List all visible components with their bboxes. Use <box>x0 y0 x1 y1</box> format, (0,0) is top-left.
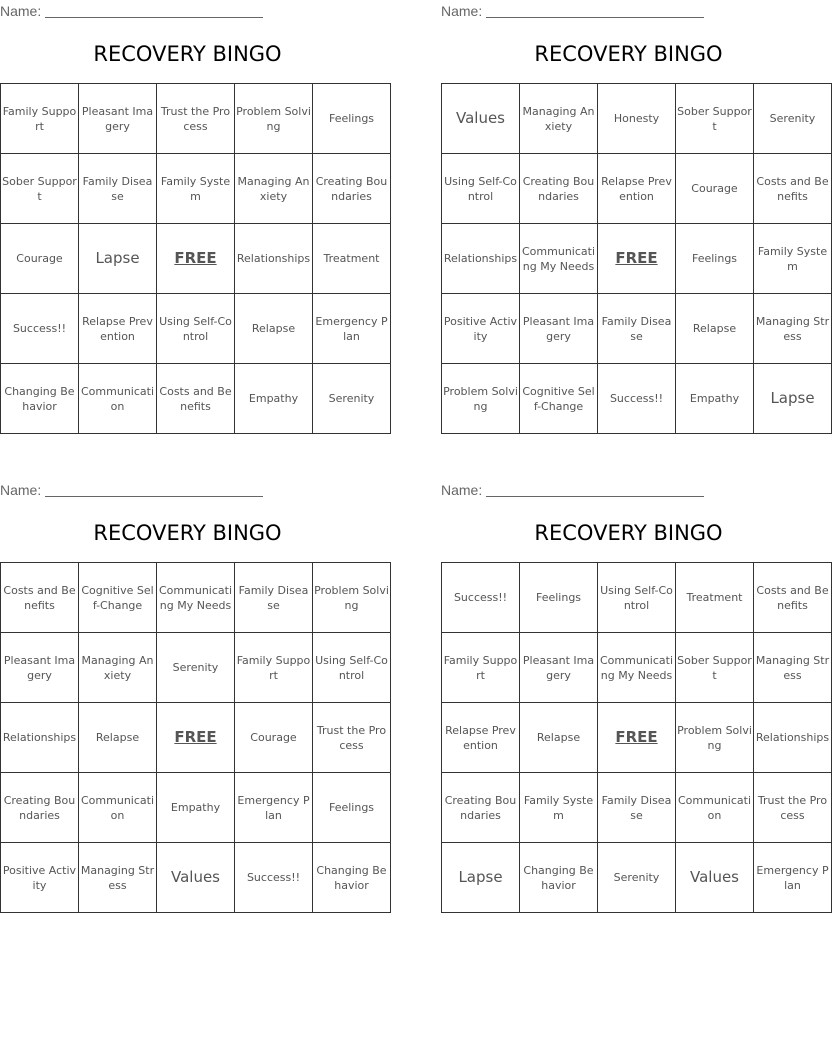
bingo-cell[interactable]: Feelings <box>676 224 754 294</box>
bingo-cell[interactable]: Values <box>676 843 754 913</box>
bingo-cell[interactable]: Creating Boundaries <box>1 773 79 843</box>
bingo-card-4 <box>441 479 830 892</box>
bingo-cell[interactable]: Treatment <box>313 224 391 294</box>
bingo-cell[interactable]: Relapse Prevention <box>79 294 157 364</box>
free-space-cell[interactable]: FREE <box>157 224 235 294</box>
bingo-cell[interactable]: Sober Support <box>676 84 754 154</box>
bingo-cell[interactable]: Sober Support <box>676 633 754 703</box>
bingo-cell[interactable]: Creating Boundaries <box>520 154 598 224</box>
card-title: RECOVERY BINGO <box>93 42 282 66</box>
bingo-cell[interactable]: Sober Support <box>1 154 79 224</box>
bingo-cell[interactable]: Family System <box>520 773 598 843</box>
bingo-row <box>442 773 832 843</box>
bingo-cell[interactable]: Success!! <box>1 294 79 364</box>
bingo-cell[interactable]: Empathy <box>157 773 235 843</box>
bingo-row <box>1 364 391 434</box>
bingo-cell[interactable]: Emergency Plan <box>313 294 391 364</box>
bingo-cell[interactable]: Lapse <box>79 224 157 294</box>
name-blank-line[interactable] <box>45 16 263 18</box>
bingo-cell[interactable]: Positive Activity <box>442 294 520 364</box>
bingo-cell[interactable]: Relationships <box>235 224 313 294</box>
bingo-cell[interactable]: Pleasant Imagery <box>520 633 598 703</box>
bingo-row <box>442 563 832 633</box>
bingo-cell[interactable]: Communicating My Needs <box>520 224 598 294</box>
bingo-grid <box>0 83 391 434</box>
bingo-cell[interactable]: Using Self-Control <box>598 563 676 633</box>
name-label: Name: <box>0 3 42 19</box>
bingo-row <box>442 84 832 154</box>
bingo-cell[interactable]: Problem Solving <box>313 563 391 633</box>
name-field <box>0 479 375 501</box>
bingo-cell[interactable]: Treatment <box>676 563 754 633</box>
bingo-cell[interactable]: Problem Solving <box>676 703 754 773</box>
bingo-cell[interactable]: Trust the Process <box>313 703 391 773</box>
bingo-cell[interactable]: Lapse <box>442 843 520 913</box>
bingo-grid <box>441 83 832 434</box>
bingo-cell[interactable]: Family System <box>754 224 832 294</box>
bingo-cell[interactable]: Using Self-Control <box>442 154 520 224</box>
bingo-row <box>1 294 391 364</box>
bingo-row <box>1 703 391 773</box>
bingo-cell[interactable]: Changing Behavior <box>1 364 79 434</box>
bingo-grid <box>441 562 832 913</box>
bingo-cell[interactable]: Communication <box>676 773 754 843</box>
bingo-cell[interactable]: Serenity <box>598 843 676 913</box>
bingo-cell[interactable]: Trust the Process <box>157 84 235 154</box>
bingo-cell[interactable]: Family Disease <box>598 773 676 843</box>
card-title: RECOVERY BINGO <box>93 521 282 545</box>
bingo-card-2 <box>441 0 830 413</box>
name-label: Name: <box>0 482 42 498</box>
bingo-cell[interactable]: Feelings <box>313 84 391 154</box>
bingo-cell[interactable]: Relapse <box>676 294 754 364</box>
bingo-cell[interactable]: Values <box>157 843 235 913</box>
free-space-cell[interactable]: FREE <box>598 703 676 773</box>
name-field <box>441 0 816 22</box>
name-field <box>441 479 816 501</box>
bingo-cell[interactable]: Trust the Process <box>754 773 832 843</box>
bingo-cell[interactable]: Communicating My Needs <box>598 633 676 703</box>
bingo-cell[interactable]: Cognitive Self-Change <box>79 563 157 633</box>
bingo-cell[interactable]: Feelings <box>520 563 598 633</box>
bingo-cell[interactable]: Managing Anxiety <box>79 633 157 703</box>
bingo-cell[interactable]: Lapse <box>754 364 832 434</box>
bingo-row <box>1 773 391 843</box>
bingo-cell[interactable]: Managing Anxiety <box>520 84 598 154</box>
name-label: Name: <box>441 482 483 498</box>
bingo-cell[interactable]: Relationships <box>1 703 79 773</box>
bingo-row <box>1 224 391 294</box>
bingo-cell[interactable]: Problem Solving <box>442 364 520 434</box>
bingo-cell[interactable]: Courage <box>235 703 313 773</box>
bingo-cell[interactable]: Communicating My Needs <box>157 563 235 633</box>
bingo-cell[interactable]: Costs and Benefits <box>157 364 235 434</box>
bingo-row <box>1 84 391 154</box>
bingo-cell[interactable]: Using Self-Control <box>313 633 391 703</box>
bingo-row <box>442 294 832 364</box>
bingo-cell[interactable]: Cognitive Self-Change <box>520 364 598 434</box>
bingo-cell[interactable]: Family Support <box>1 84 79 154</box>
bingo-grid <box>0 562 391 913</box>
bingo-cell[interactable]: Relationships <box>754 703 832 773</box>
bingo-cell[interactable]: Success!! <box>598 364 676 434</box>
bingo-cell[interactable]: Family System <box>157 154 235 224</box>
bingo-cell[interactable]: Relapse Prevention <box>442 703 520 773</box>
bingo-cell[interactable]: Relapse Prevention <box>598 154 676 224</box>
bingo-card-3 <box>0 479 389 892</box>
bingo-cell[interactable]: Empathy <box>235 364 313 434</box>
name-field <box>0 0 375 22</box>
bingo-cell[interactable]: Managing Stress <box>754 294 832 364</box>
bingo-cell[interactable]: Family Support <box>235 633 313 703</box>
bingo-row <box>442 633 832 703</box>
bingo-cell[interactable]: Communication <box>79 773 157 843</box>
bingo-cell[interactable]: Relapse <box>520 703 598 773</box>
bingo-cell[interactable]: Honesty <box>598 84 676 154</box>
bingo-row <box>1 154 391 224</box>
bingo-cell[interactable]: Communication <box>79 364 157 434</box>
bingo-cell[interactable]: Serenity <box>157 633 235 703</box>
bingo-cell[interactable]: Pleasant Imagery <box>79 84 157 154</box>
bingo-cell[interactable]: Using Self-Control <box>157 294 235 364</box>
bingo-row <box>442 154 832 224</box>
bingo-cell[interactable]: Costs and Benefits <box>754 563 832 633</box>
free-space-cell[interactable]: FREE <box>598 224 676 294</box>
bingo-row <box>442 224 832 294</box>
bingo-cell[interactable]: Pleasant Imagery <box>1 633 79 703</box>
bingo-cell[interactable]: Managing Anxiety <box>235 154 313 224</box>
bingo-cell[interactable]: Creating Boundaries <box>313 154 391 224</box>
bingo-cell[interactable]: Changing Behavior <box>520 843 598 913</box>
bingo-cell[interactable]: Feelings <box>313 773 391 843</box>
bingo-cell[interactable]: Serenity <box>754 84 832 154</box>
bingo-cell[interactable]: Creating Boundaries <box>442 773 520 843</box>
bingo-row <box>1 843 391 913</box>
bingo-cell[interactable]: Family Support <box>442 633 520 703</box>
bingo-cell[interactable]: Managing Stress <box>79 843 157 913</box>
bingo-row <box>1 633 391 703</box>
bingo-cell[interactable]: Costs and Benefits <box>754 154 832 224</box>
name-blank-line[interactable] <box>486 495 704 497</box>
bingo-cell[interactable]: Relapse <box>235 294 313 364</box>
bingo-cell[interactable]: Emergency Plan <box>754 843 832 913</box>
bingo-cell[interactable]: Family Disease <box>598 294 676 364</box>
bingo-cell[interactable]: Pleasant Imagery <box>520 294 598 364</box>
bingo-cell[interactable]: Values <box>442 84 520 154</box>
card-title: RECOVERY BINGO <box>534 42 723 66</box>
bingo-row <box>1 563 391 633</box>
bingo-card-1 <box>0 0 388 413</box>
bingo-cell[interactable]: Courage <box>1 224 79 294</box>
bingo-row <box>442 703 832 773</box>
bingo-cell[interactable]: Empathy <box>676 364 754 434</box>
bingo-cell[interactable]: Serenity <box>313 364 391 434</box>
bingo-cell[interactable]: Costs and Benefits <box>1 563 79 633</box>
free-space-cell[interactable]: FREE <box>157 703 235 773</box>
name-label: Name: <box>441 3 483 19</box>
bingo-row <box>442 364 832 434</box>
bingo-cell[interactable]: Relationships <box>442 224 520 294</box>
bingo-cell[interactable]: Family Disease <box>235 563 313 633</box>
bingo-cell[interactable]: Success!! <box>235 843 313 913</box>
bingo-cell[interactable]: Positive Activity <box>1 843 79 913</box>
bingo-cell[interactable]: Success!! <box>442 563 520 633</box>
bingo-cell[interactable]: Emergency Plan <box>235 773 313 843</box>
bingo-cell[interactable]: Changing Behavior <box>313 843 391 913</box>
name-blank-line[interactable] <box>486 16 704 18</box>
bingo-row <box>442 843 832 913</box>
bingo-cell[interactable]: Problem Solving <box>235 84 313 154</box>
name-blank-line[interactable] <box>45 495 263 497</box>
bingo-cell[interactable]: Family Disease <box>79 154 157 224</box>
bingo-cell[interactable]: Courage <box>676 154 754 224</box>
card-title: RECOVERY BINGO <box>534 521 723 545</box>
bingo-cell[interactable]: Managing Stress <box>754 633 832 703</box>
bingo-cell[interactable]: Relapse <box>79 703 157 773</box>
